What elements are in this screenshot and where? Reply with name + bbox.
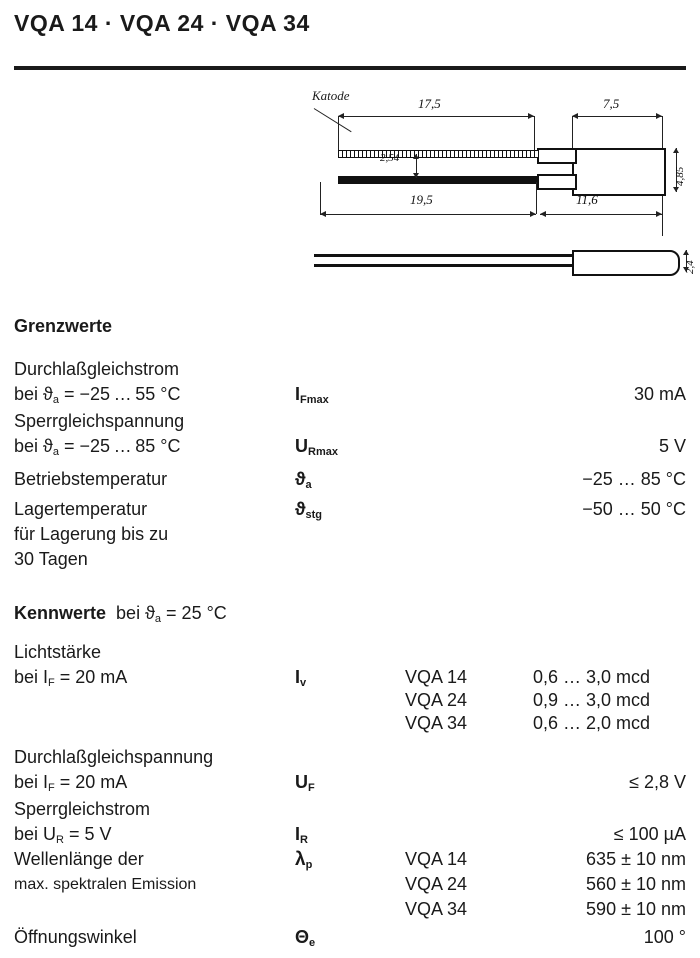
char-row-4-type-3: VQA 34 [405, 899, 468, 919]
dim-bottom-body: 11,6 [576, 192, 598, 207]
char-row-5-desc1: Öffnungswinkel [14, 927, 137, 947]
arrow-up [673, 148, 679, 153]
led-body [572, 148, 666, 196]
limit-row-4-desc3: 30 Tagen [14, 549, 88, 569]
char-row-2-desc2: bei $I_F = 20$ mA [14, 772, 128, 794]
arrow-up [413, 154, 419, 159]
limit-row-1-desc2: bei $ϑ_a = -25$ … 55 °C [14, 384, 181, 406]
char-row-5-symbol: $\Theta_e$ [295, 927, 316, 949]
limit-row-4-desc1: Lagertemperatur [14, 499, 148, 519]
ext-line [572, 116, 573, 150]
limit-row-2-desc1: Sperrgleichspannung [14, 411, 185, 431]
dim-bottom-length: 19,5 [410, 192, 433, 207]
lead-lower-cathode [338, 176, 538, 184]
char-row-1-value-3: 0,6 … 2,0 mcd [533, 713, 651, 733]
side-view-body [572, 250, 680, 276]
char-row-1-type-2: VQA 24 [405, 690, 468, 710]
ext-line [534, 116, 535, 152]
characteristics-heading [14, 603, 227, 624]
ext-line [320, 182, 321, 214]
katode-label: Katode [312, 88, 350, 103]
char-row-1-value-2: 0,9 … 3,0 mcd [533, 690, 651, 710]
characteristics-heading-rest: bei $ϑ_a = 25$ °C [111, 603, 227, 625]
char-row-3-desc1: Sperrgleichstrom [14, 799, 151, 819]
char-row-2-desc1: Durchlaßgleichspannung [14, 747, 214, 767]
char-row-4-value-3: 590 ± 10 nm [586, 899, 686, 919]
lead-upper [338, 150, 538, 158]
char-row-4-type-2: VQA 24 [405, 874, 468, 894]
limit-row-4-desc2: für Lagerung bis zu [14, 524, 169, 544]
char-row-2-symbol: $U_F$ [295, 772, 315, 794]
char-row-1-symbol: $I_v$ [295, 667, 307, 689]
char-row-1-type-3: VQA 34 [405, 713, 468, 733]
limit-row-1-symbol: $I_{Fmax}$ [295, 384, 329, 406]
char-row-1-type-1: VQA 14 [405, 667, 468, 687]
char-row-1-desc2: bei $I_F = 20$ mA [14, 667, 128, 689]
limit-row-2-value: 5 V [658, 436, 686, 456]
char-row-4-value-2: 560 ± 10 nm [586, 874, 686, 894]
char-row-4-type-1: VQA 14 [405, 849, 468, 869]
arrow-down [673, 187, 679, 192]
char-row-4-value-1: 635 ± 10 nm [586, 849, 686, 869]
dim-line-top-length [338, 116, 534, 117]
arrow-up [683, 250, 689, 255]
limit-row-2-symbol: $U_{Rmax}$ [295, 436, 338, 458]
char-row-3-value: ≤ 100 µA [613, 824, 686, 844]
char-row-4-symbol: $\lambda_p$ [295, 849, 313, 871]
char-row-4-desc2: max. spektralen Emission [14, 876, 197, 893]
char-row-1-desc1: Lichtstärke [14, 642, 102, 662]
limits-heading: Grenzwerte [14, 316, 113, 336]
limit-row-4-symbol: $ϑ_{stg}$ [295, 499, 322, 521]
limit-row-4-value: −50 … 50 °C [582, 499, 686, 519]
title-divider [14, 66, 686, 70]
dim-top-length: 17,5 [418, 96, 441, 111]
limit-row-1-value: 30 mA [633, 384, 686, 404]
side-view-lead-lower [314, 264, 572, 267]
dim-lead-spacing: 2,54 [380, 152, 400, 164]
char-row-2-value: ≤ 2,8 V [629, 772, 686, 792]
side-view-lead-upper [314, 254, 572, 257]
limit-row-3-symbol: $ϑ_a$ [295, 469, 312, 491]
arrow-left [540, 211, 546, 217]
dim-body-height: 4,85 [674, 166, 686, 186]
body-flange-top [537, 148, 577, 164]
limit-row-3-value: −25 … 85 °C [582, 469, 686, 489]
characteristics-heading-bold: Kennwerte [14, 603, 107, 623]
char-row-5-value: 100 ° [643, 927, 686, 947]
limit-row-2-desc2: bei $ϑ_a = -25$ … 85 °C [14, 436, 181, 458]
dim-side-thickness: 2,4 [684, 260, 696, 274]
arrow-down [413, 173, 419, 178]
char-row-3-desc2: bei $U_R = 5$ V [14, 824, 112, 846]
char-row-1-value-1: 0,6 … 3,0 mcd [533, 667, 651, 687]
dim-top-body: 7,5 [603, 96, 620, 111]
dim-line-bottom-body [540, 214, 662, 215]
page-title: VQA 14 · VQA 24 · VQA 34 [14, 10, 310, 36]
char-row-4-desc1: Wellenlänge der [14, 849, 144, 869]
char-row-3-symbol: $I_R$ [295, 824, 308, 846]
ext-line [338, 116, 339, 152]
package-drawing [300, 86, 696, 301]
katode-leader [314, 108, 352, 132]
dim-line-top-body [572, 116, 662, 117]
limit-row-1-desc1: Durchlaßgleichstrom [14, 359, 180, 379]
arrow-right [656, 211, 662, 217]
limit-row-3-desc1: Betriebstemperatur [14, 469, 168, 489]
ext-line [536, 182, 537, 214]
body-flange-bottom [537, 174, 577, 190]
dim-line-bottom-length [320, 214, 536, 215]
